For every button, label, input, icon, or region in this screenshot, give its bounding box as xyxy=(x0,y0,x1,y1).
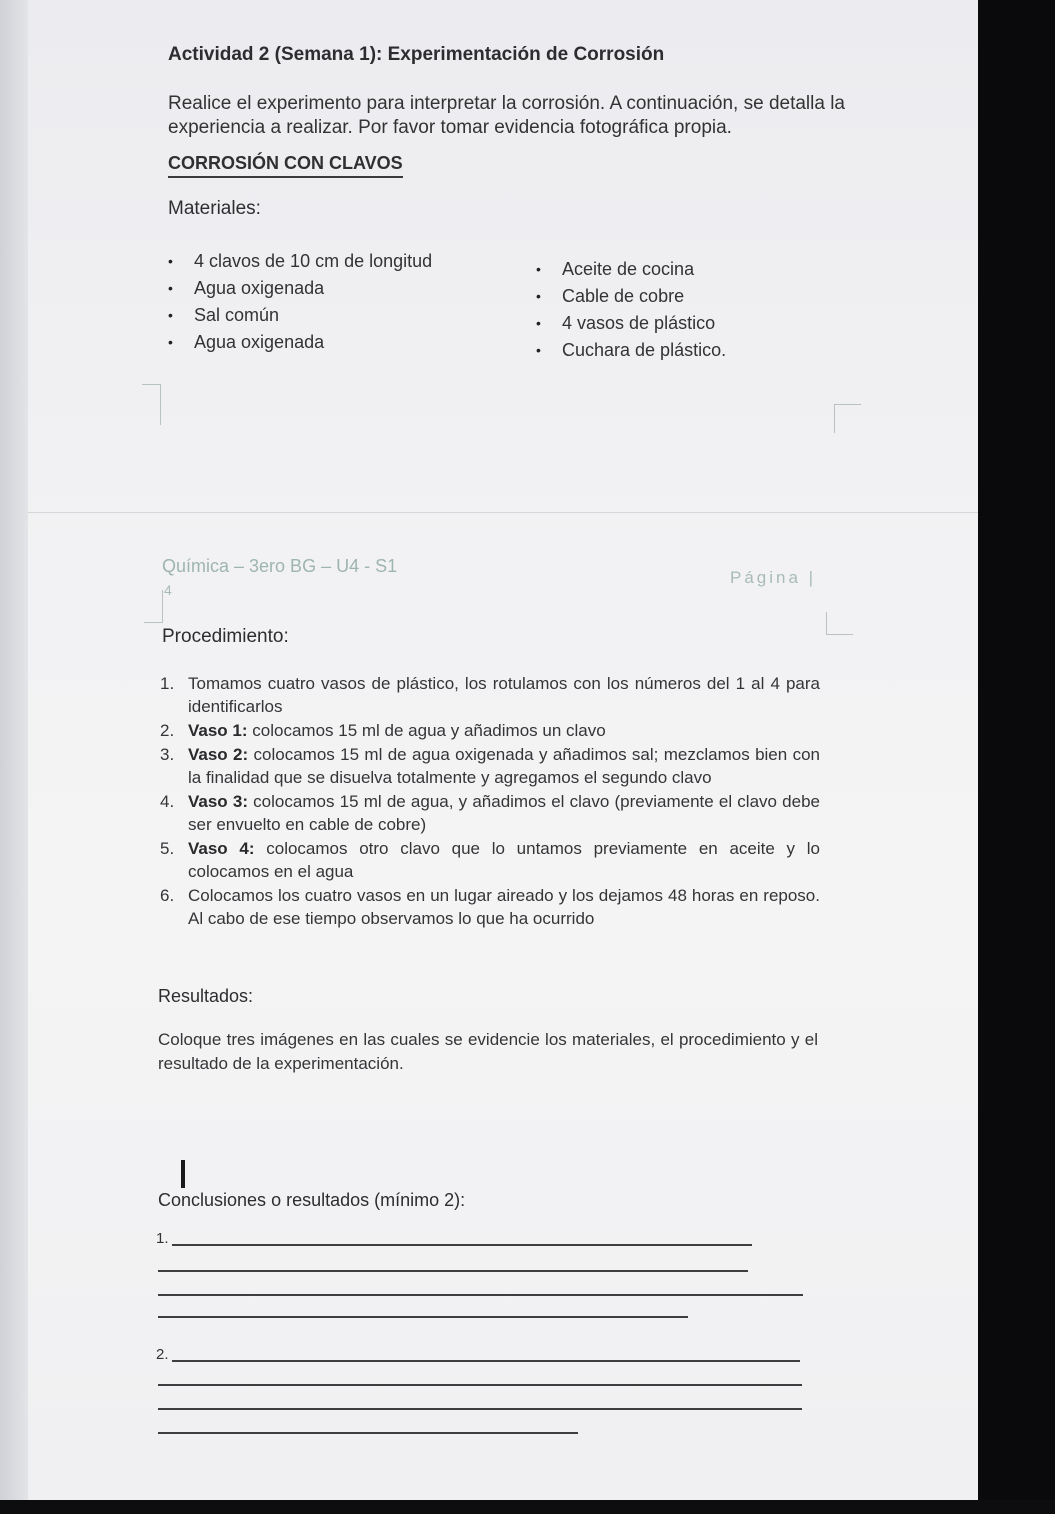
procedure-heading: Procedimiento: xyxy=(162,626,289,647)
materials-list-right xyxy=(536,256,726,364)
results-heading: Resultados: xyxy=(158,986,254,1006)
crop-mark xyxy=(834,404,861,433)
page-footer-number: 4 xyxy=(164,582,172,598)
answer-line[interactable] xyxy=(172,1244,752,1246)
conclusion-number: 2. xyxy=(156,1346,169,1363)
procedure-list xyxy=(160,672,820,931)
conclusion-number: 1. xyxy=(156,1230,169,1247)
answer-line[interactable] xyxy=(158,1270,748,1272)
material-item: • 4 vasos de plástico xyxy=(536,310,726,337)
section-title: CORROSIÓN CON CLAVOS xyxy=(168,153,403,178)
screen-edge xyxy=(0,0,28,1514)
materials-list-left xyxy=(168,248,432,356)
crop-mark xyxy=(144,590,163,623)
results-instructions: Coloque tres imágenes en las cuales se evidencie los materiales, el procedimiento y el resultado de la experimentación. xyxy=(158,1030,818,1073)
text-cursor xyxy=(181,1160,185,1188)
answer-line[interactable] xyxy=(172,1360,800,1362)
answer-line[interactable] xyxy=(158,1432,578,1434)
material-item: • Agua oxigenada xyxy=(168,275,432,302)
procedure-step: 1. Tomamos cuatro vasos de plástico, los rotulamos con los números del 1 al 4 para identificarlos xyxy=(160,674,820,716)
material-item: • Aceite de cocina xyxy=(536,256,726,283)
material-item: • Cable de cobre xyxy=(536,283,726,310)
procedure-step: 6. Colocamos los cuatro vasos en un lugar aireado y los dejamos 48 horas en reposo. Al cabo de ese tiempo observamos lo que ha ocurrido xyxy=(160,886,820,928)
procedure-step: 3. Vaso 2: colocamos 15 ml de agua oxigenada y añadimos sal; mezclamos bien con la finalidad que se disuelva totalmente y agregamos el segundo clavo xyxy=(160,745,820,787)
page-break-line xyxy=(28,512,978,513)
screen-bottom-bezel xyxy=(0,1500,1055,1514)
conclusions-heading: Conclusiones o resultados (mínimo 2): xyxy=(158,1190,466,1210)
activity-title: Actividad 2 (Semana 1): Experimentación de Corrosión xyxy=(168,44,665,65)
answer-line[interactable] xyxy=(158,1316,688,1318)
crop-mark xyxy=(826,612,853,635)
material-item: • 4 clavos de 10 cm de longitud xyxy=(168,248,432,275)
procedure-step: 5. Vaso 4: colocamos otro clavo que lo untamos previamente en aceite y lo colocamos en el agua xyxy=(160,839,820,881)
intro-paragraph: Realice el experimento para interpretar la corrosión. A continuación, se detalla la experiencia a realizar. Por favor tomar evidencia fotográfica propia. xyxy=(168,93,845,138)
crop-mark xyxy=(142,384,161,425)
page-footer-course: Química – 3ero BG – U4 - S1 xyxy=(162,556,398,576)
answer-line[interactable] xyxy=(158,1408,802,1410)
answer-line[interactable] xyxy=(158,1294,803,1296)
material-item: • Cuchara de plástico. xyxy=(536,337,726,364)
page-footer-label: Página | xyxy=(730,568,817,587)
answer-line[interactable] xyxy=(158,1384,802,1386)
material-item: • Sal común xyxy=(168,302,432,329)
procedure-step: 4. Vaso 3: colocamos 15 ml de agua, y añadimos el clavo (previamente el clavo debe ser envuelto en cable de cobre) xyxy=(160,792,820,834)
procedure-step: 2. Vaso 1: colocamos 15 ml de agua y añadimos un clavo xyxy=(160,721,606,740)
material-item: • Agua oxigenada xyxy=(168,329,432,356)
materials-heading: Materiales: xyxy=(168,198,261,219)
